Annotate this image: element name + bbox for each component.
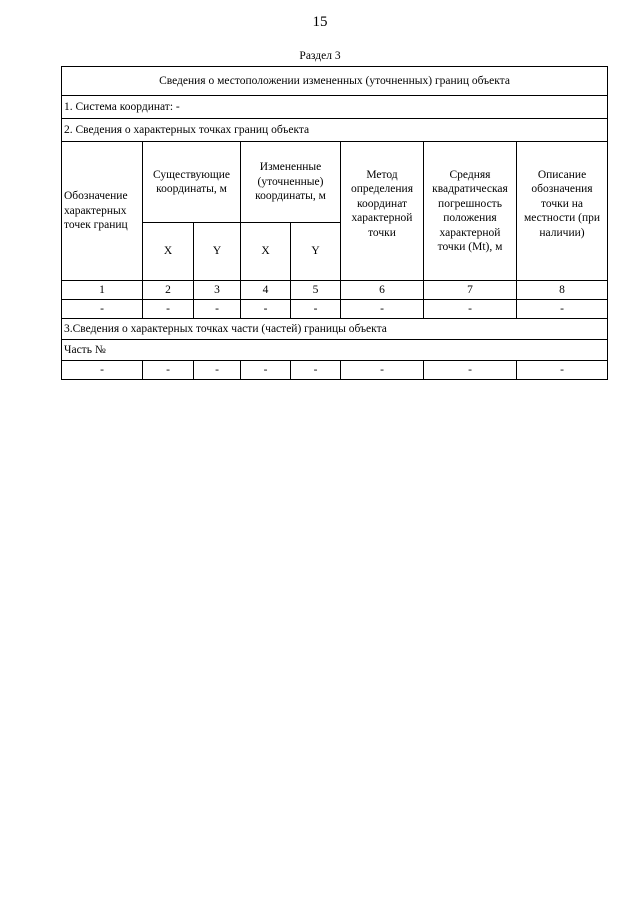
table-cell: -	[341, 361, 424, 380]
header-changed: Измененные (уточненные) координаты, м	[241, 142, 341, 223]
part-heading-row: 3.Сведения о характерных точках части (частей) границы объекта	[62, 319, 608, 340]
header-existing: Существующие координаты, м	[143, 142, 241, 223]
table-cell: -	[62, 361, 143, 380]
column-number: 1	[62, 281, 143, 300]
table-row	[62, 300, 608, 319]
table-row	[62, 361, 608, 380]
points-heading-row: 2. Сведения о характерных точках границ объекта	[62, 119, 608, 142]
header-y-existing: Y	[194, 223, 241, 281]
header-y-changed: Y	[291, 223, 341, 281]
coord-system-row: 1. Система координат: -	[62, 96, 608, 119]
part-number-row: Часть №	[62, 340, 608, 361]
header-error: Средняя квадратическая погрешность положения характерной точки (Mt), м	[424, 142, 517, 281]
column-number-row	[62, 281, 608, 300]
header-description: Описание обозначения точки на местности (при наличии)	[517, 142, 608, 281]
header-method: Метод определения координат характерной точки	[341, 142, 424, 281]
column-number: 5	[291, 281, 341, 300]
header-x-changed: X	[241, 223, 291, 281]
table-title: Сведения о местоположении измененных (уточненных) границ объекта	[62, 67, 608, 96]
table-cell: -	[241, 300, 291, 319]
table-cell: -	[291, 361, 341, 380]
table-cell: -	[517, 300, 608, 319]
boundary-table	[61, 66, 608, 380]
column-number: 3	[194, 281, 241, 300]
column-number: 8	[517, 281, 608, 300]
table-cell: -	[143, 361, 194, 380]
column-number: 6	[341, 281, 424, 300]
table-cell: -	[424, 300, 517, 319]
column-number: 4	[241, 281, 291, 300]
column-number: 7	[424, 281, 517, 300]
table-cell: -	[424, 361, 517, 380]
table-cell: -	[241, 361, 291, 380]
page-number: 15	[312, 14, 328, 30]
table-cell: -	[291, 300, 341, 319]
table-cell: -	[62, 300, 143, 319]
table-cell: -	[143, 300, 194, 319]
column-number: 2	[143, 281, 194, 300]
table-cell: -	[194, 361, 241, 380]
table-cell: -	[517, 361, 608, 380]
table-cell: -	[194, 300, 241, 319]
header-designation: Обозначение характерных точек границ	[62, 142, 143, 281]
header-x-existing: X	[143, 223, 194, 281]
section-label: Раздел 3	[299, 50, 341, 62]
table-cell: -	[341, 300, 424, 319]
